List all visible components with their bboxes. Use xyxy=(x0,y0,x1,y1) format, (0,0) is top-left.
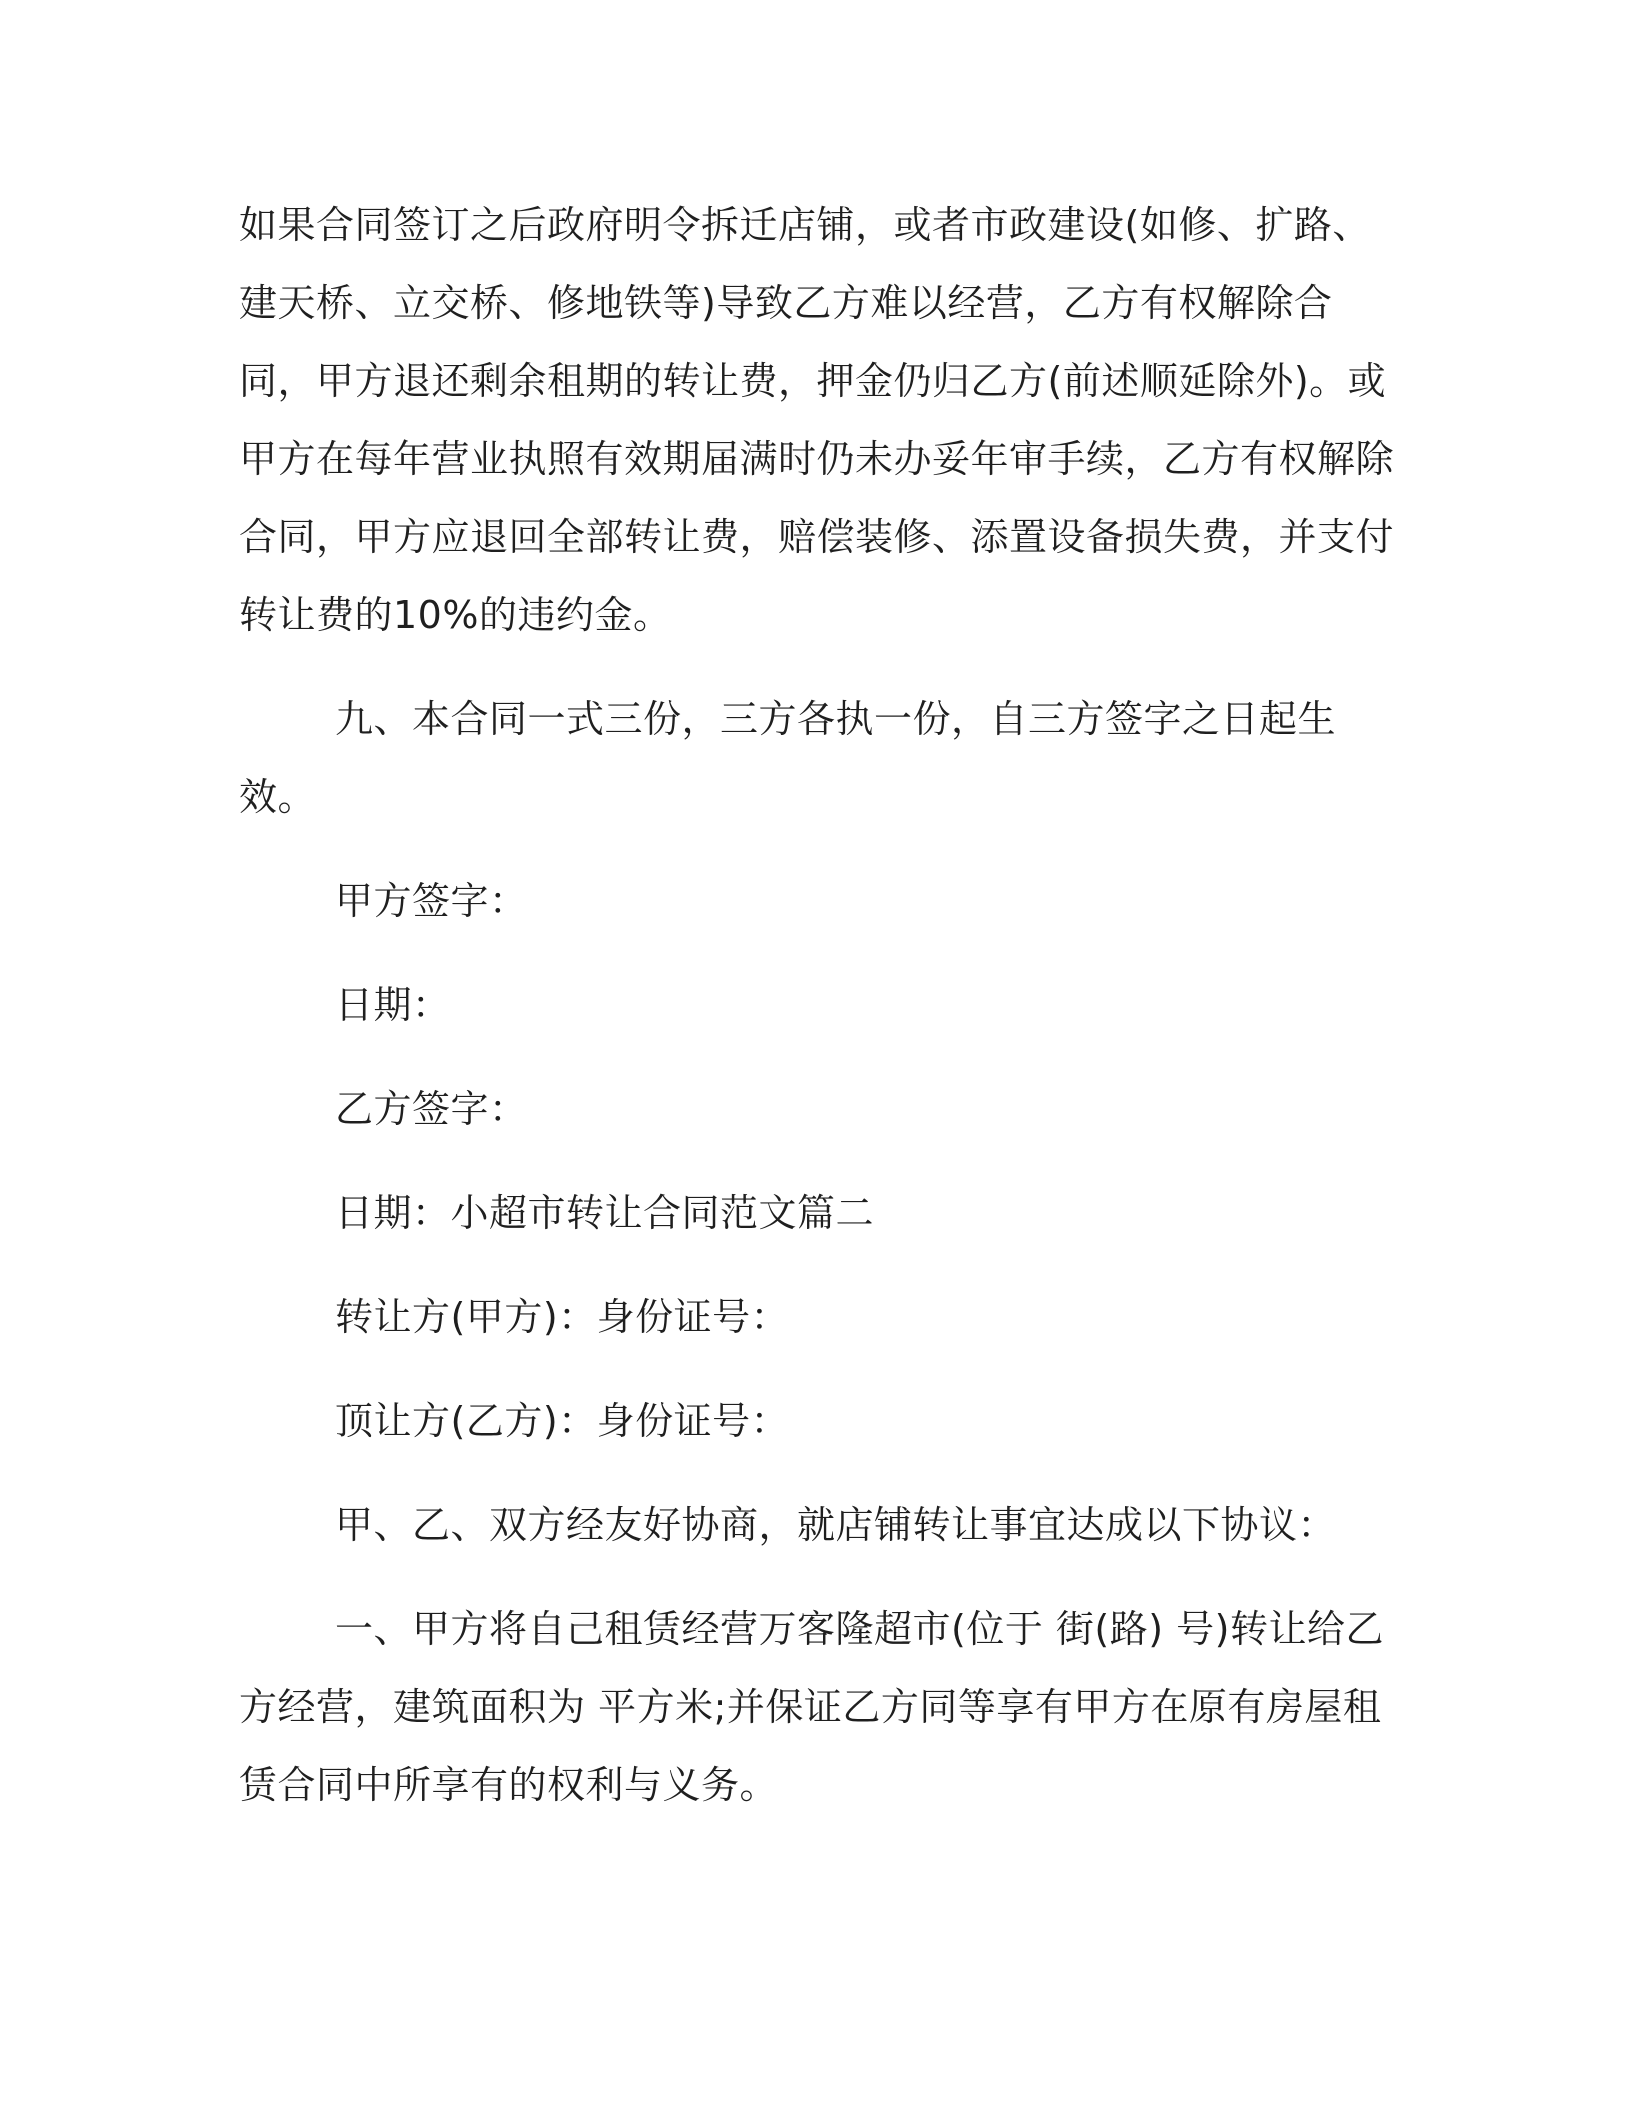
paragraph-demolition-clause: 如果合同签订之后政府明令拆迁店铺，或者市政建设(如修、扩路、建天桥、立交桥、修地铁等)导致乙方难以经营，乙方有权解除合同，甲方退还剩余租期的转让费，押金仍归乙方(前述顺延除外)。或甲方在每年营业执照有效期届满时仍未办妥年审手续，乙方有权解除合同，甲方应退回全部转让费，赔偿装修、添置设备损失费，并支付转让费的10%的违约金。 xyxy=(239,203,1395,637)
date-and-section-title: 日期：小超市转让合同范文篇二 xyxy=(335,1191,875,1235)
transferor-id-line: 转让方(甲方)：身份证号： xyxy=(335,1295,790,1339)
transferee-id-line: 顶让方(乙方)：身份证号： xyxy=(335,1399,790,1443)
paragraph-copies-clause: 九、本合同一式三份，三方各执一份，自三方签字之日起生效。 xyxy=(239,697,1337,819)
document-body xyxy=(239,186,1399,1824)
paragraph-agreement-intro: 甲、乙、双方经友好协商，就店铺转让事宜达成以下协议： xyxy=(335,1503,1337,1547)
party-b-signature-label: 乙方签字： xyxy=(335,1087,528,1131)
party-a-signature-label: 甲方签字： xyxy=(335,879,528,923)
date-label-a: 日期： xyxy=(335,983,451,1027)
paragraph-transfer-clause: 一、甲方将自己租赁经营万客隆超市(位于 街(路) 号)转让给乙方经营，建筑面积为 平方米;并保证乙方同等享有甲方在原有房屋租赁合同中所享有的权利与义务。 xyxy=(239,1607,1384,1807)
